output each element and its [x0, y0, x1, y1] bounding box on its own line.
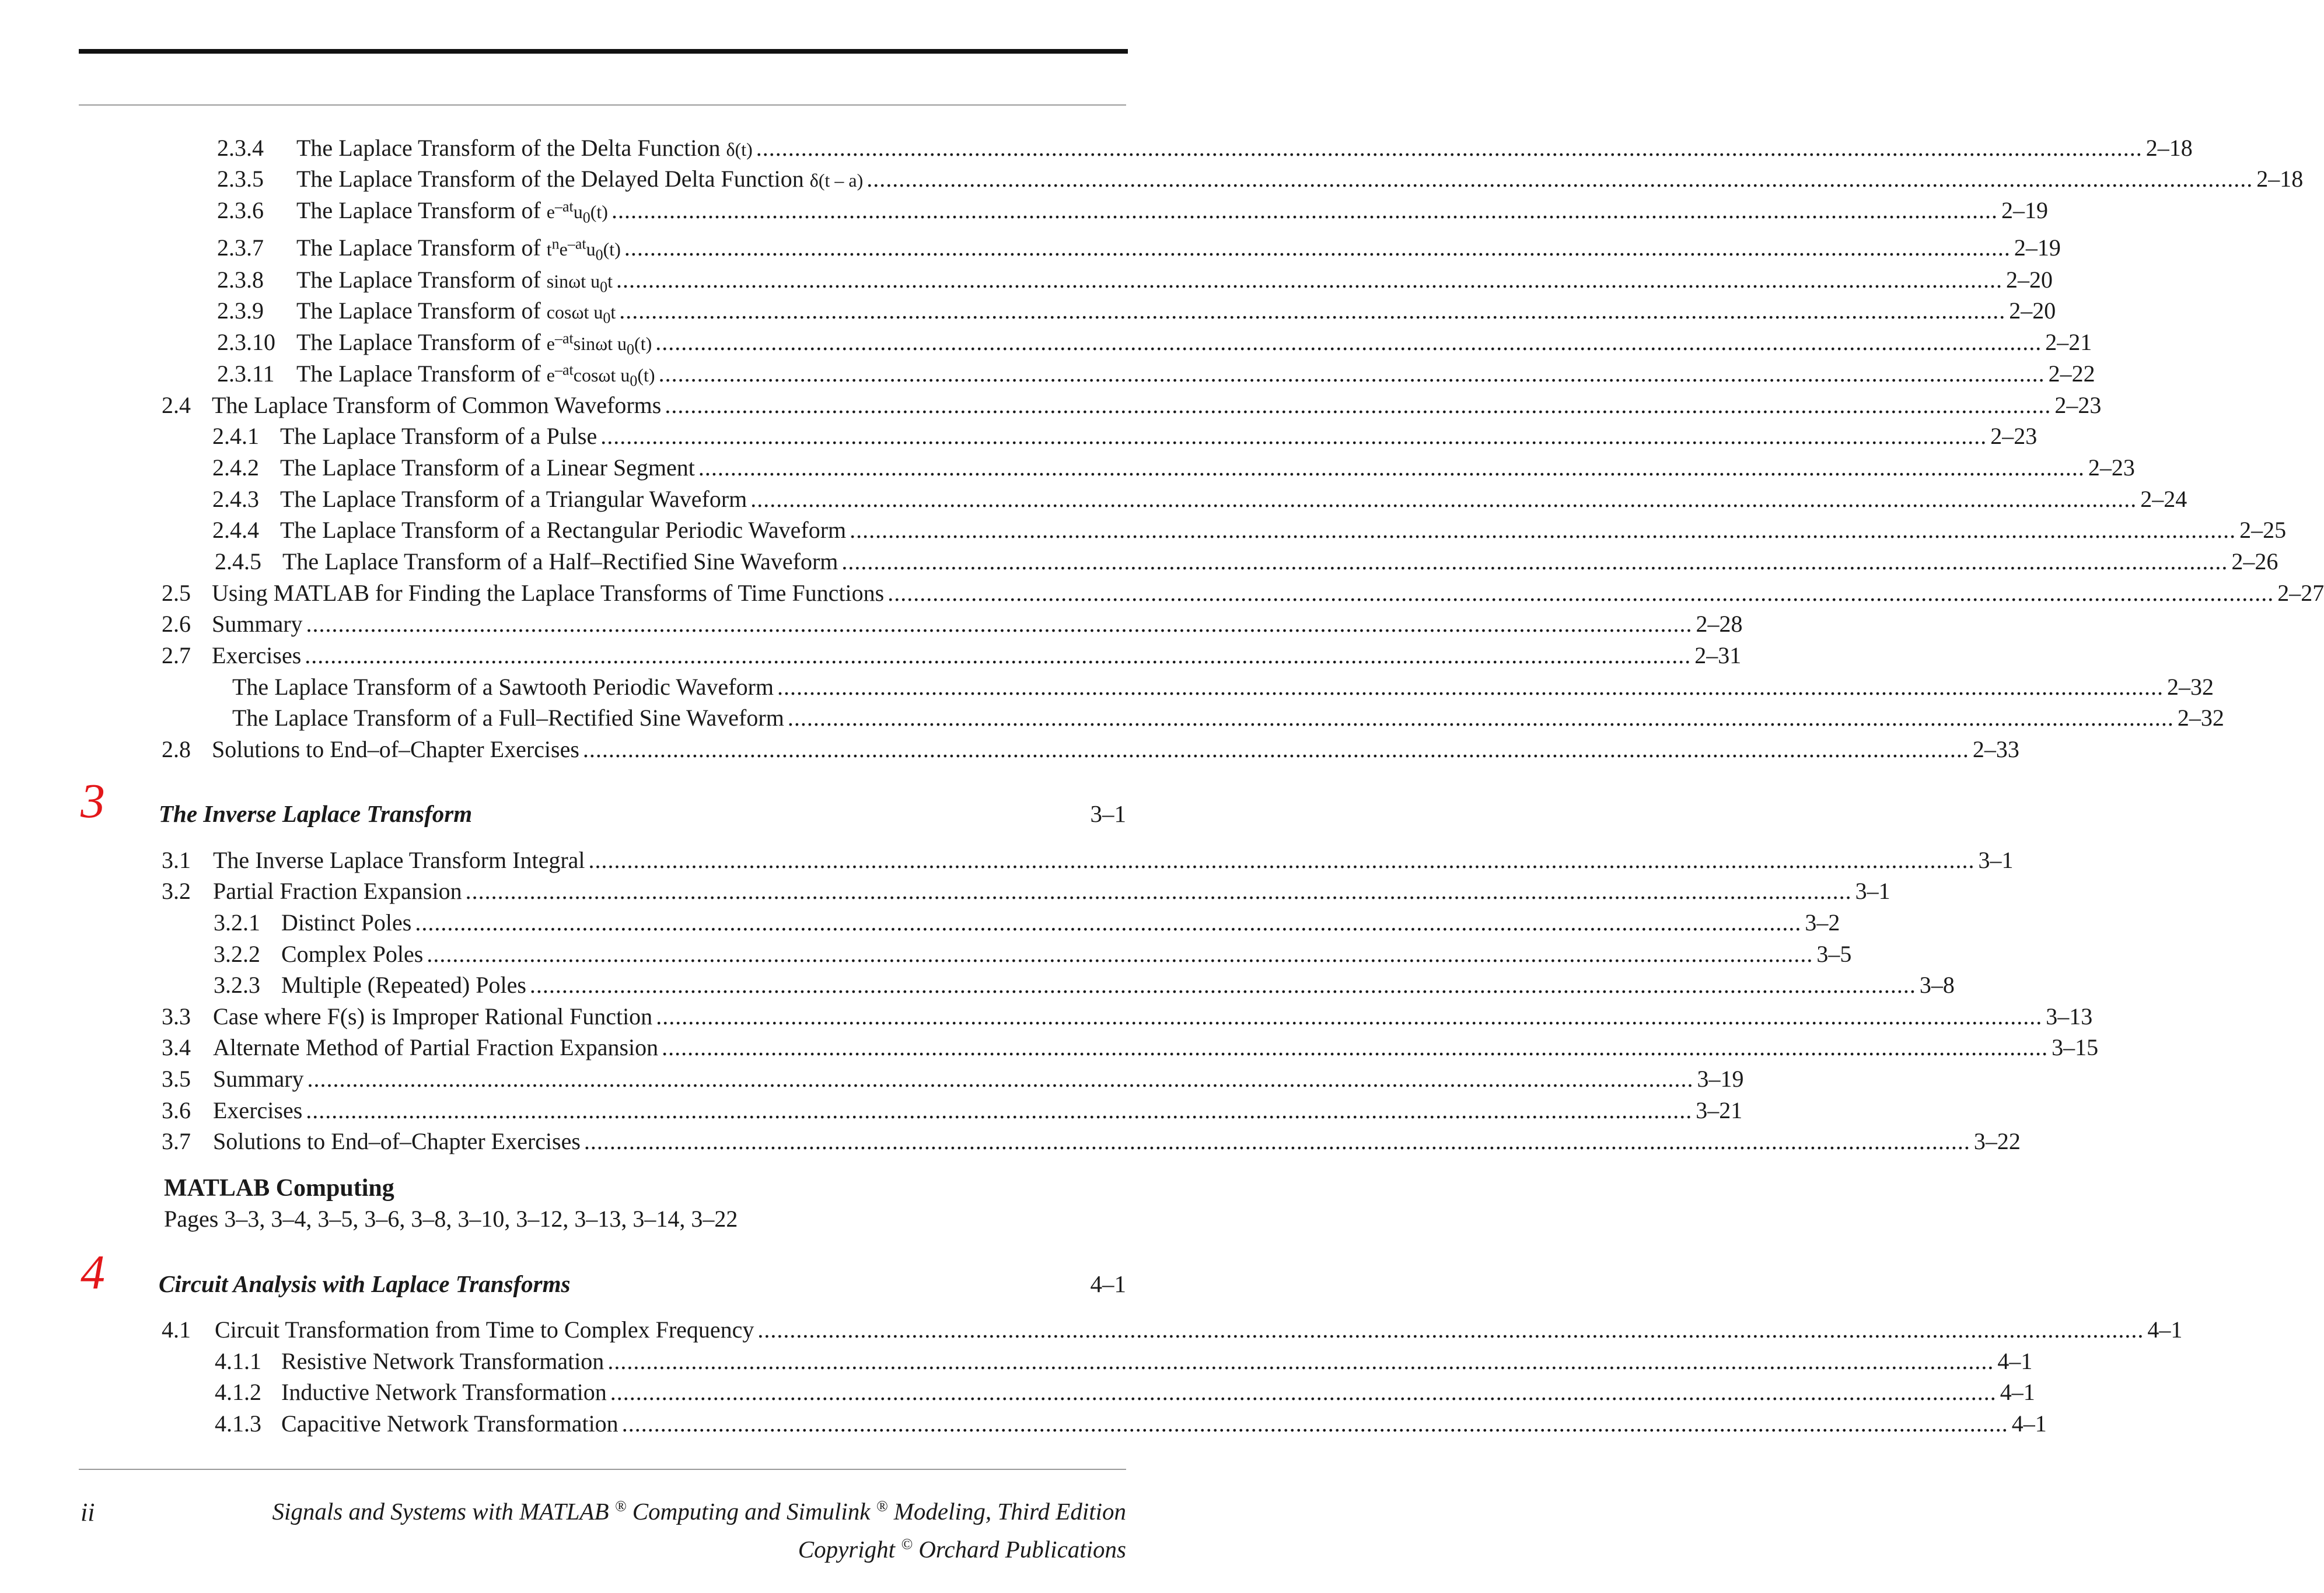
entry-page: 3–5 [1816, 941, 1852, 967]
entry-page: 2–31 [1694, 642, 1742, 668]
entry-page: 2–32 [2167, 674, 2214, 700]
entry-number: 3.1 [162, 847, 191, 873]
entry-number: 2.8 [162, 736, 191, 762]
dot-leader: ........................................................................................................................................................................................................................ [665, 392, 2052, 418]
entry-page: 3–21 [1696, 1097, 1743, 1123]
dot-leader: ........................................................................................................................................................................................................................ [841, 548, 2228, 575]
toc-entry-2-4-5[interactable] [215, 547, 2278, 576]
entry-page: 2–19 [2001, 197, 2048, 223]
entry-page: 2–18 [2145, 135, 2193, 161]
toc-entry-2-3-7[interactable] [217, 233, 2061, 264]
entry-title: The Laplace Transform of cosωt $u_0t$ [296, 297, 616, 327]
entry-page: 4–1 [1997, 1348, 2033, 1374]
dot-leader: ........................................................................................................................................................................................................................ [529, 972, 1916, 998]
entry-number: 2.3.6 [217, 197, 264, 223]
entry-number: 3.2 [162, 878, 191, 904]
toc-entry-full-rectified[interactable] [232, 703, 2224, 733]
entry-number: 2.3.8 [217, 267, 264, 293]
entry-number: 3.2.3 [214, 972, 260, 998]
entry-page: 2–20 [2009, 297, 2056, 324]
footer-book-title: Signals and Systems with MATLAB ® Computing and Simulink ® Modeling, Third Edition [272, 1497, 1126, 1525]
toc-entry-2-4-3[interactable] [212, 485, 2187, 514]
entry-number: 3.5 [162, 1066, 191, 1092]
entry-page: 2–20 [2005, 267, 2053, 293]
entry-page: 3–13 [2046, 1003, 2093, 1030]
toc-entry-2-3-11[interactable] [217, 359, 2095, 390]
entry-page: 3–22 [1973, 1128, 2021, 1154]
entry-title: Alternate Method of Partial Fraction Expansion [213, 1034, 659, 1060]
entry-page: 4–1 [2011, 1410, 2047, 1437]
dot-leader: ........................................................................................................................................................................................................................ [750, 486, 2137, 512]
entry-title: The Laplace Transform of a Rectangular Periodic Waveform [280, 517, 847, 543]
dot-leader: ........................................................................................................................................................................................................................ [787, 705, 2174, 731]
entry-page: 3–8 [1919, 972, 1955, 998]
entry-title: The Laplace Transform of a Full–Rectified Sine Waveform [232, 705, 784, 731]
entry-page: 2–18 [2256, 166, 2304, 192]
entry-number: 2.3.10 [217, 329, 275, 355]
entry-title: Exercises [213, 1097, 303, 1123]
toc-entry-2-7[interactable] [162, 641, 1742, 670]
entry-title: The Laplace Transform of $t^ne^{-at}u_0(t)$ [296, 234, 621, 264]
entry-page: 4–1 [2147, 1317, 2183, 1343]
entry-title: Case where F(s) is Improper Rational Function [213, 1003, 653, 1030]
dot-leader: ........................................................................................................................................................................................................................ [616, 267, 2003, 293]
entry-page: 3–2 [1805, 909, 1840, 936]
dot-leader: ........................................................................................................................................................................................................................ [582, 736, 1969, 762]
toc-entry-3-4[interactable] [162, 1033, 2099, 1062]
entry-title: Capacitive Network Transformation [281, 1410, 618, 1437]
entry-title: Multiple (Repeated) Poles [281, 972, 526, 998]
entry-number: 4.1.1 [215, 1348, 261, 1374]
entry-number: 2.6 [162, 611, 191, 637]
entry-title: The Laplace Transform of the Delta Function δ(t) [296, 135, 753, 161]
dot-leader: ........................................................................................................................................................................................................................ [777, 674, 2164, 700]
entry-page: 2–19 [2014, 234, 2061, 261]
entry-title: Inductive Network Transformation [281, 1379, 607, 1405]
entry-page: 4–1 [2000, 1379, 2035, 1405]
entry-page: 2–28 [1696, 611, 1743, 637]
entry-title: The Laplace Transform of $e^{-at}u_0(t)$ [296, 197, 608, 226]
entry-title: The Laplace Transform of a Sawtooth Periodic Waveform [232, 674, 774, 700]
dot-leader: ........................................................................................................................................................................................................................ [656, 1003, 2043, 1030]
entry-number: 3.6 [162, 1097, 191, 1123]
dot-leader: ........................................................................................................................................................................................................................ [662, 1034, 2049, 1060]
footer-copyright: Copyright © Orchard Publications [798, 1535, 1126, 1563]
entry-title: Solutions to End–of–Chapter Exercises [213, 1128, 581, 1154]
entry-title: The Laplace Transform of Common Waveforms [212, 392, 662, 418]
toc-entry-4-1-3[interactable] [215, 1409, 2047, 1438]
chapter-3-number: 3 [81, 774, 105, 828]
chapter-title: The Inverse Laplace Transform [159, 800, 473, 827]
entry-title: Summary [212, 611, 303, 637]
entry-page: 2–32 [2177, 705, 2224, 731]
dot-leader: ........................................................................................................................................................................................................................ [305, 642, 1692, 668]
dot-leader: ........................................................................................................................................................................................................................ [611, 197, 1998, 223]
entry-title: Solutions to End–of–Chapter Exercises [212, 736, 579, 762]
entry-page: 3–1 [1978, 847, 2014, 873]
toc-entry-3-1[interactable] [162, 846, 2014, 875]
entry-page: 2–27 [2277, 580, 2324, 606]
chapter-title: Circuit Analysis with Laplace Transforms [159, 1270, 571, 1297]
entry-title: Using MATLAB for Finding the Laplace Transforms of Time Functions [212, 580, 885, 606]
entry-number: 4.1.3 [215, 1410, 261, 1437]
entry-number: 2.4.4 [212, 517, 259, 543]
entry-number: 3.2.1 [214, 909, 260, 936]
header-rule-thick [79, 49, 1128, 54]
entry-page: 2–23 [2054, 392, 2102, 418]
entry-page: 2–33 [1972, 736, 2019, 762]
entry-number: 2.4.1 [212, 423, 259, 449]
entry-number: 2.4 [162, 392, 191, 418]
entry-title: The Inverse Laplace Transform Integral [213, 847, 585, 873]
entry-title: Summary [213, 1066, 304, 1092]
dot-leader: ........................................................................................................................................................................................................................ [619, 297, 2006, 324]
toc-entry-4-1-1[interactable] [215, 1347, 2033, 1376]
toc-entry-2-3-10[interactable] [217, 328, 2092, 358]
chapter-page: 4–1 [1090, 1270, 1126, 1297]
entry-number: 2.3.7 [217, 234, 264, 261]
entry-page: 2–23 [1990, 423, 2038, 449]
dot-leader: ........................................................................................................................................................................................................................ [607, 1348, 1994, 1374]
dot-leader: ........................................................................................................................................................................................................................ [866, 166, 2253, 192]
dot-leader: ........................................................................................................................................................................................................................ [306, 611, 1693, 637]
dot-leader: ........................................................................................................................................................................................................................ [583, 1128, 1970, 1154]
dot-leader: ........................................................................................................................................................................................................................ [621, 1410, 2008, 1437]
matlab-computing-pages: Pages 3–3, 3–4, 3–5, 3–6, 3–8, 3–10, 3–12, 3–13, 3–14, 3–22 [164, 1206, 738, 1232]
chapter-4-number: 4 [81, 1245, 105, 1300]
entry-number: 2.5 [162, 580, 191, 606]
toc-entry-3-2-1[interactable] [214, 908, 1840, 937]
dot-leader: ........................................................................................................................................................................................................................ [307, 1066, 1694, 1092]
entry-page: 3–1 [1855, 878, 1890, 904]
entry-page: 2–26 [2231, 548, 2278, 575]
chapter-4-heading[interactable] [159, 1269, 1126, 1298]
header-rule-thin [79, 104, 1126, 106]
dot-leader: ........................................................................................................................................................................................................................ [698, 454, 2085, 481]
entry-title: The Laplace Transform of a Triangular Waveform [280, 486, 747, 512]
entry-number: 2.3.4 [217, 135, 264, 161]
chapter-page: 3–1 [1090, 800, 1126, 827]
dot-leader: ........................................................................................................................................................................................................................ [415, 909, 1802, 936]
entry-title: The Laplace Transform of $e^{-at}\sin\omega t$ $u_0(t)$ [296, 329, 652, 358]
entry-title: The Laplace Transform of the Delayed Delta Function δ(t – a) [296, 166, 864, 192]
entry-number: 2.4.2 [212, 454, 259, 481]
entry-number: 3.7 [162, 1128, 191, 1154]
entry-number: 2.7 [162, 642, 191, 668]
entry-number: 2.3.9 [217, 297, 264, 324]
toc-entry-2-3-5[interactable] [217, 164, 2304, 194]
dot-leader: ........................................................................................................................................................................................................................ [655, 329, 2042, 355]
entry-number: 3.4 [162, 1034, 191, 1060]
entry-number: 4.1 [162, 1317, 191, 1343]
toc-entry-3-2-3[interactable] [214, 971, 1955, 1000]
entry-page: 2–25 [2239, 517, 2287, 543]
entry-title: The Laplace Transform of a Half–Rectified Sine Waveform [282, 548, 838, 575]
entry-title: Partial Fraction Expansion [213, 878, 462, 904]
dot-leader: ........................................................................................................................................................................................................................ [610, 1379, 1997, 1405]
entry-page: 2–24 [2140, 486, 2187, 512]
entry-number: 4.1.2 [215, 1379, 261, 1405]
toc-entry-2-3-6[interactable] [217, 196, 2048, 226]
toc-entry-2-4-1[interactable] [212, 422, 2038, 451]
toc-entry-3-3[interactable] [162, 1002, 2093, 1031]
entry-number: 2.3.5 [217, 166, 264, 192]
entry-number: 3.3 [162, 1003, 191, 1030]
dot-leader: ........................................................................................................................................................................................................................ [465, 878, 1852, 904]
toc-entry-sawtooth[interactable] [232, 673, 2214, 702]
dot-leader: ........................................................................................................................................................................................................................ [600, 423, 1987, 449]
dot-leader: ........................................................................................................................................................................................................................ [756, 135, 2143, 161]
toc-entry-3-7[interactable] [162, 1127, 2021, 1156]
footer-rule [79, 1469, 1126, 1470]
entry-title: Distinct Poles [281, 909, 412, 936]
entry-page: 2–23 [2088, 454, 2135, 481]
toc-entry-2-4-4[interactable] [212, 516, 2287, 545]
chapter-3-heading[interactable] [159, 799, 1126, 828]
toc-entry-2-8[interactable] [162, 735, 2019, 764]
entry-number: 2.4.5 [215, 548, 261, 575]
dot-leader: ........................................................................................................................................................................................................................ [850, 517, 2236, 543]
entry-title: Complex Poles [281, 941, 424, 967]
entry-title: Resistive Network Transformation [281, 1348, 604, 1374]
entry-page: 3–19 [1697, 1066, 1744, 1092]
toc-entry-2-4-2[interactable] [212, 453, 2135, 482]
entry-number: 2.4.3 [212, 486, 259, 512]
toc-entry-2-5[interactable] [162, 579, 2324, 608]
entry-page: 3–15 [2052, 1034, 2099, 1060]
toc-entry-2-3-8[interactable] [217, 265, 2053, 296]
toc-entry-3-5[interactable] [162, 1065, 1744, 1094]
dot-leader: ........................................................................................................................................................................................................................ [887, 580, 2274, 606]
entry-number: 3.2.2 [214, 941, 260, 967]
toc-entry-3-6[interactable] [162, 1096, 1743, 1125]
entry-number: 2.3.11 [217, 360, 275, 387]
entry-title: The Laplace Transform of a Linear Segment [280, 454, 695, 481]
entry-page: 2–22 [2048, 360, 2095, 387]
entry-title: Exercises [212, 642, 302, 668]
toc-entry-3-2[interactable] [162, 877, 1890, 906]
entry-title: The Laplace Transform of a Pulse [280, 423, 597, 449]
dot-leader: ........................................................................................................................................................................................................................ [757, 1317, 2144, 1343]
toc-entry-2-3-4[interactable] [217, 134, 2193, 163]
toc-entry-4-1-2[interactable] [215, 1378, 2035, 1407]
toc-entry-3-2-2[interactable] [214, 940, 1852, 969]
matlab-computing-heading: MATLAB Computing [164, 1175, 394, 1202]
dot-leader: ........................................................................................................................................................................................................................ [624, 234, 2011, 261]
entry-title: Circuit Transformation from Time to Complex Frequency [215, 1317, 754, 1343]
dot-leader: ........................................................................................................................................................................................................................ [427, 941, 1813, 967]
footer-page-number: ii [81, 1498, 95, 1527]
toc-entry-2-3-9[interactable] [217, 296, 2056, 327]
toc-entry-2-6[interactable] [162, 610, 1743, 639]
entry-title: The Laplace Transform of $e^{-at}\cos\omega t$ $u_0(t)$ [296, 360, 655, 390]
toc-entry-2-4[interactable] [162, 391, 2102, 420]
dot-leader: ........................................................................................................................................................................................................................ [658, 360, 2045, 387]
entry-title: The Laplace Transform of sinωt $u_0t$ [296, 267, 613, 296]
dot-leader: ........................................................................................................................................................................................................................ [306, 1097, 1693, 1123]
dot-leader: ........................................................................................................................................................................................................................ [588, 847, 1975, 873]
entry-page: 2–21 [2045, 329, 2092, 355]
toc-entry-4-1[interactable] [162, 1315, 2183, 1345]
